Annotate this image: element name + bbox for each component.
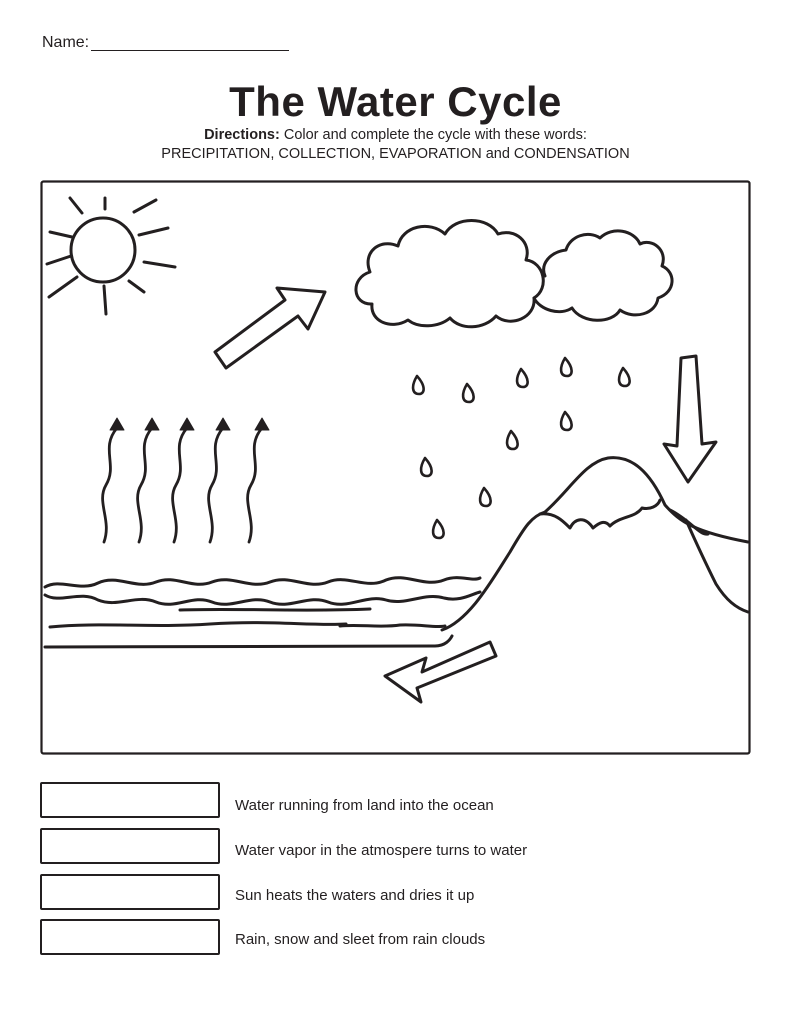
clue-2: Water vapor in the atmospere turns to water [235,842,528,859]
cloud-icon [356,221,672,327]
page-title: The Water Cycle [229,78,562,125]
clue-4: Rain, snow and sleet from rain clouds [235,931,486,948]
clue-1: Water running from land into the ocean [235,797,494,814]
raindrop-icon [413,358,630,538]
arrow-icon [664,356,716,482]
directions-line [0,126,791,145]
ocean-icon [45,578,480,647]
arrow-icon [385,642,496,702]
directions-text: Color and complete the cycle with these words: [279,127,587,143]
water-cycle-illustration [40,180,751,755]
answer-box-2[interactable] [40,828,220,864]
answer-box-3[interactable] [40,874,220,910]
vapor-icon [103,428,262,542]
scene-frame [42,182,750,754]
directions [0,126,791,164]
arrow-icon [215,288,325,368]
sun-icon [47,198,175,314]
word-bank: PRECIPITATION, COLLECTION, EVAPORATION and CONDENSATION [161,146,630,162]
name-field[interactable] [91,50,289,51]
mountain-icon [442,458,748,630]
directions-label: Directions: [204,127,280,143]
name-label: Name: [42,34,90,51]
answer-box-1[interactable] [40,782,220,818]
vapor-arrowheads [110,418,269,430]
answer-box-4[interactable] [40,919,220,955]
clue-3: Sun heats the waters and dries it up [235,887,475,904]
